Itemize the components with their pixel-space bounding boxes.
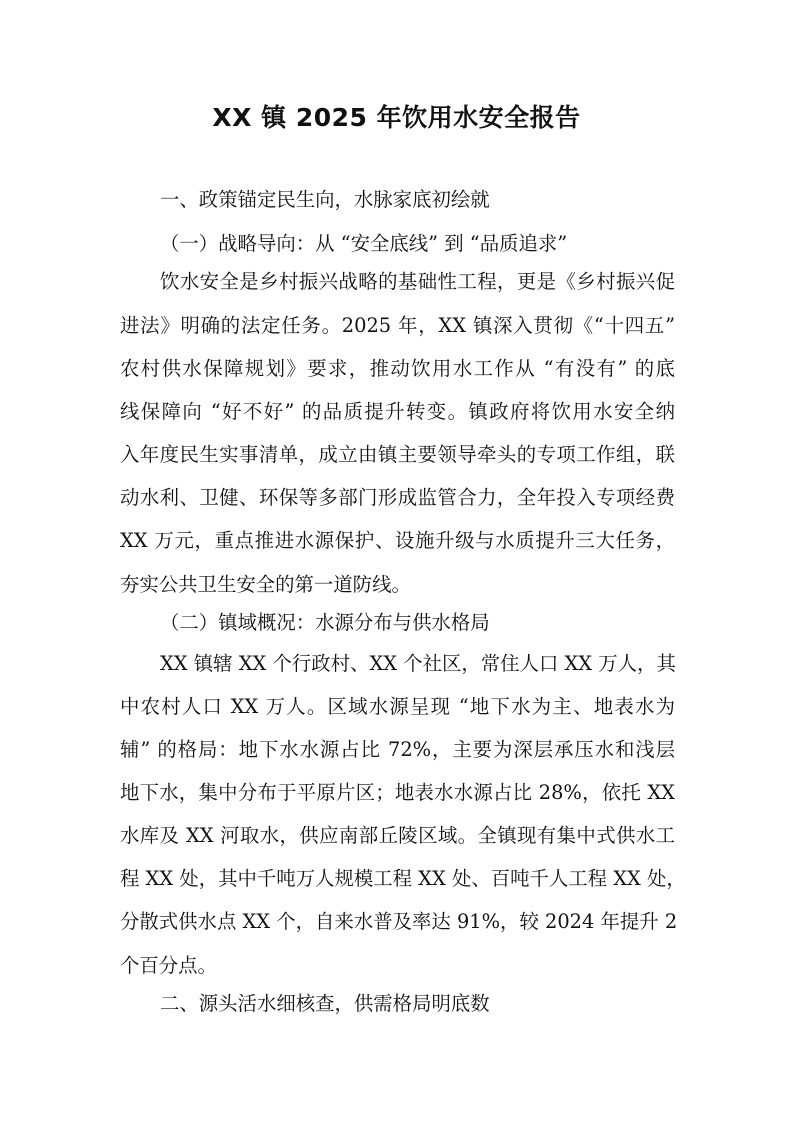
document-title: XX 镇 2025 年饮用水安全报告 [212,103,581,132]
paragraph-line: 辅” 的格局：地下水水源占比 72%，主要为深层承压水和浅层 [120,738,675,761]
paragraph-line: 夯实公共卫生安全的第一道防线。 [120,573,411,596]
paragraph-line: XX 万元，重点推进水源保护、设施升级与水质提升三大任务， [120,529,675,552]
subsection-one-heading: （一）战略导向：从 “安全底线” 到 “品质追求” [160,232,568,255]
paragraph-line: 程 XX 处，其中千吨万人规模工程 XX 处、百吨千人工程 XX 处， [120,867,686,890]
paragraph-line: 动水利、卫健、环保等多部门形成监管合力，全年投入专项经费 [120,486,675,509]
paragraph-line: XX 镇辖 XX 个行政村、XX 个社区，常住人口 XX 万人，其 [160,652,676,675]
paragraph-line: 线保障向 “好不好” 的品质提升转变。镇政府将饮用水安全纳 [120,400,675,423]
paragraph-line: 个百分点。 [120,954,217,977]
paragraph-line: 农村供水保障规划》要求，推动饮用水工作从 “有没有” 的底 [120,357,675,380]
section-two-heading: 二、源头活水细核查，供需格局明底数 [160,992,490,1015]
paragraph-line: 入年度民生实事清单，成立由镇主要领导牵头的专项工作组，联 [120,443,675,466]
paragraph-line: 饮水安全是乡村振兴战略的基础性工程，更是《乡村振兴促 [160,270,675,293]
paragraph-line: 分散式供水点 XX 个，自来水普及率达 91%，较 2024 年提升 2 [120,910,678,933]
paragraph-line: 水库及 XX 河取水，供应南部丘陵区域。全镇现有集中式供水工 [120,824,675,847]
paragraph-line: 进法》明确的法定任务。2025 年，XX 镇深入贯彻《“十四五” [120,314,675,337]
paragraph-line: 中农村人口 XX 万人。区域水源呈现 “地下水为主、地表水为 [120,695,675,718]
section-one-heading: 一、政策锚定民生向，水脉家底初绘就 [160,188,490,211]
subsection-two-heading: （二）镇域概况：水源分布与供水格局 [160,611,490,634]
paragraph-line: 地下水，集中分布于平原片区；地表水水源占比 28%，依托 XX [120,781,675,804]
